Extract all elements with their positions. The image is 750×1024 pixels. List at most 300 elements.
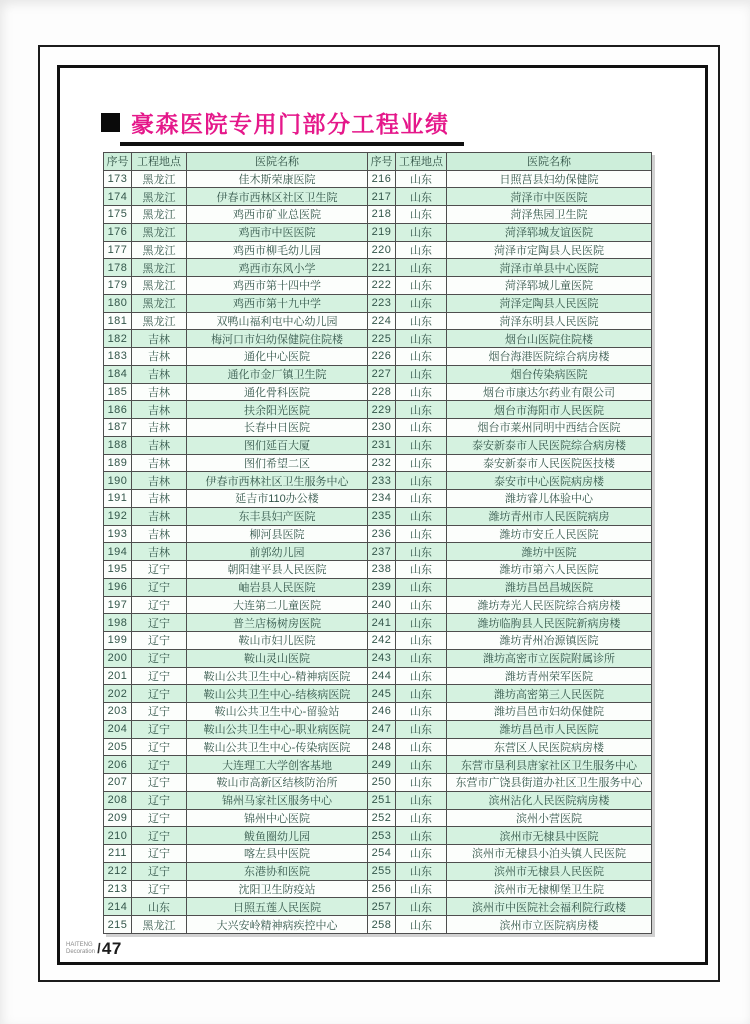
cell-project-location: 山东 — [396, 898, 447, 916]
cell-project-location: 吉林 — [132, 436, 187, 454]
cell-serial-number: 256 — [368, 880, 396, 898]
cell-hospital-name: 菏泽东明县人民医院 — [447, 312, 652, 330]
table-row — [104, 827, 652, 845]
cell-serial-number: 233 — [368, 472, 396, 490]
cell-project-location: 辽宁 — [132, 703, 187, 721]
table-row — [104, 667, 652, 685]
cell-project-location: 山东 — [396, 365, 447, 383]
inner-border-frame — [57, 65, 708, 965]
cell-serial-number: 235 — [368, 507, 396, 525]
cell-hospital-name: 伊春市西林社区卫生服务中心 — [187, 472, 368, 490]
cell-serial-number: 246 — [368, 703, 396, 721]
cell-serial-number: 254 — [368, 845, 396, 863]
cell-hospital-name: 鸡西市东风小学 — [187, 259, 368, 277]
cell-project-location: 辽宁 — [132, 809, 187, 827]
cell-serial-number: 185 — [104, 383, 132, 401]
cell-hospital-name: 佳木斯荣康医院 — [187, 170, 368, 188]
cell-project-location: 山东 — [396, 774, 447, 792]
table-row — [104, 277, 652, 295]
cell-hospital-name: 东营区人民医院病房楼 — [447, 738, 652, 756]
cell-hospital-name: 梅河口市妇幼保健院住院楼 — [187, 330, 368, 348]
table-row — [104, 774, 652, 792]
cell-project-location: 黑龙江 — [132, 241, 187, 259]
column-header: 医院名称 — [187, 153, 368, 171]
cell-serial-number: 207 — [104, 774, 132, 792]
cell-serial-number: 193 — [104, 525, 132, 543]
cell-serial-number: 190 — [104, 472, 132, 490]
cell-project-location: 山东 — [396, 685, 447, 703]
cell-hospital-name: 鸡西市第十四中学 — [187, 277, 368, 295]
page-title: 豪森医院专用门部分工程业绩 — [120, 106, 464, 146]
cell-project-location: 吉林 — [132, 507, 187, 525]
cell-project-location: 黑龙江 — [132, 294, 187, 312]
square-bullet-icon — [101, 113, 120, 132]
table-row — [104, 170, 652, 188]
cell-hospital-name: 潍坊睿儿体验中心 — [447, 490, 652, 508]
cell-hospital-name: 菏泽郓城儿童医院 — [447, 277, 652, 295]
cell-hospital-name: 鞍山公共卫生中心-职业病医院 — [187, 720, 368, 738]
cell-project-location: 辽宁 — [132, 845, 187, 863]
table-row — [104, 223, 652, 241]
cell-project-location: 辽宁 — [132, 667, 187, 685]
cell-serial-number: 221 — [368, 259, 396, 277]
cell-serial-number: 182 — [104, 330, 132, 348]
cell-serial-number: 225 — [368, 330, 396, 348]
cell-project-location: 吉林 — [132, 525, 187, 543]
cell-hospital-name: 滨州市无棣县人民医院 — [447, 862, 652, 880]
cell-project-location: 辽宁 — [132, 720, 187, 738]
column-header: 工程地点 — [396, 153, 447, 171]
cell-serial-number: 247 — [368, 720, 396, 738]
cell-project-location: 山东 — [396, 294, 447, 312]
cell-hospital-name: 鸡西市柳毛幼儿园 — [187, 241, 368, 259]
cell-hospital-name: 烟台山医院住院楼 — [447, 330, 652, 348]
table-row — [104, 365, 652, 383]
cell-serial-number: 218 — [368, 206, 396, 224]
cell-project-location: 辽宁 — [132, 880, 187, 898]
cell-hospital-name: 潍坊高密市立医院附属诊所 — [447, 649, 652, 667]
outer-border-frame — [38, 45, 720, 982]
cell-serial-number: 209 — [104, 809, 132, 827]
cell-serial-number: 202 — [104, 685, 132, 703]
cell-hospital-name: 伊春市西林区社区卫生院 — [187, 188, 368, 206]
cell-serial-number: 212 — [104, 862, 132, 880]
cell-project-location: 黑龙江 — [132, 277, 187, 295]
cell-project-location: 山东 — [396, 490, 447, 508]
cell-hospital-name: 沈阳卫生防疫站 — [187, 880, 368, 898]
cell-project-location: 吉林 — [132, 383, 187, 401]
cell-hospital-name: 鲅鱼圈幼儿园 — [187, 827, 368, 845]
cell-hospital-name: 鞍山灵山医院 — [187, 649, 368, 667]
cell-serial-number: 180 — [104, 294, 132, 312]
cell-serial-number: 219 — [368, 223, 396, 241]
cell-project-location: 山东 — [396, 756, 447, 774]
table-row — [104, 454, 652, 472]
cell-serial-number: 203 — [104, 703, 132, 721]
cell-serial-number: 196 — [104, 578, 132, 596]
cell-serial-number: 220 — [368, 241, 396, 259]
cell-serial-number: 183 — [104, 348, 132, 366]
cell-project-location: 吉林 — [132, 454, 187, 472]
cell-serial-number: 243 — [368, 649, 396, 667]
cell-hospital-name: 柳河县医院 — [187, 525, 368, 543]
cell-hospital-name: 潍坊昌邑市人民医院 — [447, 720, 652, 738]
cell-hospital-name: 潍坊昌邑市妇幼保健院 — [447, 703, 652, 721]
cell-project-location: 黑龙江 — [132, 223, 187, 241]
cell-project-location: 辽宁 — [132, 738, 187, 756]
cell-project-location: 辽宁 — [132, 632, 187, 650]
cell-serial-number: 181 — [104, 312, 132, 330]
cell-serial-number: 257 — [368, 898, 396, 916]
cell-hospital-name: 烟台传染病医院 — [447, 365, 652, 383]
table-row — [104, 241, 652, 259]
table-row — [104, 490, 652, 508]
table-row — [104, 703, 652, 721]
cell-hospital-name: 烟台市康达尔药业有限公司 — [447, 383, 652, 401]
table-row — [104, 330, 652, 348]
cell-hospital-name: 通化市金厂镇卫生院 — [187, 365, 368, 383]
cell-project-location: 辽宁 — [132, 614, 187, 632]
cell-project-location: 辽宁 — [132, 596, 187, 614]
cell-serial-number: 239 — [368, 578, 396, 596]
cell-serial-number: 230 — [368, 419, 396, 437]
table-row — [104, 845, 652, 863]
cell-project-location: 山东 — [396, 738, 447, 756]
cell-serial-number: 204 — [104, 720, 132, 738]
table-row — [104, 898, 652, 916]
cell-project-location: 吉林 — [132, 365, 187, 383]
cell-serial-number: 245 — [368, 685, 396, 703]
table-row — [104, 312, 652, 330]
table-row — [104, 525, 652, 543]
cell-project-location: 山东 — [396, 845, 447, 863]
cell-project-location: 辽宁 — [132, 756, 187, 774]
cell-hospital-name: 岫岩县人民医院 — [187, 578, 368, 596]
cell-project-location: 黑龙江 — [132, 206, 187, 224]
cell-serial-number: 238 — [368, 561, 396, 579]
cell-hospital-name: 滨州市无棣县小泊头镇人民医院 — [447, 845, 652, 863]
cell-project-location: 山东 — [132, 898, 187, 916]
cell-hospital-name: 鞍山公共卫生中心-留验站 — [187, 703, 368, 721]
cell-serial-number: 200 — [104, 649, 132, 667]
cell-hospital-name: 潍坊市安丘人民医院 — [447, 525, 652, 543]
cell-serial-number: 195 — [104, 561, 132, 579]
cell-project-location: 山东 — [396, 419, 447, 437]
cell-serial-number: 217 — [368, 188, 396, 206]
cell-serial-number: 228 — [368, 383, 396, 401]
cell-serial-number: 194 — [104, 543, 132, 561]
cell-serial-number: 224 — [368, 312, 396, 330]
cell-project-location: 山东 — [396, 525, 447, 543]
cell-hospital-name: 日照莒县妇幼保健院 — [447, 170, 652, 188]
cell-hospital-name: 潍坊中医院 — [447, 543, 652, 561]
footer-slash-icon: \ — [94, 940, 104, 956]
cell-serial-number: 244 — [368, 667, 396, 685]
table-row — [104, 614, 652, 632]
cell-serial-number: 198 — [104, 614, 132, 632]
cell-hospital-name: 朝阳建平县人民医院 — [187, 561, 368, 579]
cell-hospital-name: 泰安市中心医院病房楼 — [447, 472, 652, 490]
footer — [66, 940, 122, 956]
footer-brand-line1: HAITENG — [66, 942, 93, 948]
table-body — [104, 170, 652, 934]
cell-serial-number: 213 — [104, 880, 132, 898]
cell-hospital-name: 前郭幼儿园 — [187, 543, 368, 561]
cell-hospital-name: 滨州沾化人民医院病房楼 — [447, 791, 652, 809]
cell-hospital-name: 潍坊青州冶源镇医院 — [447, 632, 652, 650]
cell-serial-number: 229 — [368, 401, 396, 419]
cell-serial-number: 249 — [368, 756, 396, 774]
cell-serial-number: 252 — [368, 809, 396, 827]
cell-serial-number: 189 — [104, 454, 132, 472]
cell-serial-number: 188 — [104, 436, 132, 454]
table-row — [104, 401, 652, 419]
cell-serial-number: 186 — [104, 401, 132, 419]
cell-serial-number: 215 — [104, 916, 132, 934]
cell-hospital-name: 鸡西市矿业总医院 — [187, 206, 368, 224]
cell-serial-number: 210 — [104, 827, 132, 845]
cell-serial-number: 258 — [368, 916, 396, 934]
cell-hospital-name: 菏泽焦园卫生院 — [447, 206, 652, 224]
cell-serial-number: 173 — [104, 170, 132, 188]
cell-hospital-name: 潍坊寿光人民医院综合病房楼 — [447, 596, 652, 614]
cell-serial-number: 248 — [368, 738, 396, 756]
cell-project-location: 吉林 — [132, 472, 187, 490]
cell-project-location: 山东 — [396, 330, 447, 348]
cell-hospital-name: 鸡西市中医医院 — [187, 223, 368, 241]
cell-hospital-name: 潍坊青州市人民医院病房 — [447, 507, 652, 525]
cell-hospital-name: 大兴安岭精神病疾控中心 — [187, 916, 368, 934]
table-row — [104, 436, 652, 454]
cell-hospital-name: 潍坊高密第三人民医院 — [447, 685, 652, 703]
cell-hospital-name: 潍坊青州荣军医院 — [447, 667, 652, 685]
table-row — [104, 383, 652, 401]
cell-project-location: 山东 — [396, 454, 447, 472]
cell-project-location: 山东 — [396, 241, 447, 259]
cell-serial-number: 199 — [104, 632, 132, 650]
table-row — [104, 578, 652, 596]
table-row — [104, 419, 652, 437]
table-row — [104, 561, 652, 579]
cell-project-location: 辽宁 — [132, 649, 187, 667]
cell-serial-number: 242 — [368, 632, 396, 650]
cell-serial-number: 179 — [104, 277, 132, 295]
table-row — [104, 809, 652, 827]
cell-hospital-name: 延吉市110办公楼 — [187, 490, 368, 508]
cell-project-location: 黑龙江 — [132, 170, 187, 188]
cell-hospital-name: 双鸭山福利屯中心幼儿园 — [187, 312, 368, 330]
page-number: 47 — [101, 939, 122, 958]
cell-project-location: 山东 — [396, 543, 447, 561]
cell-serial-number: 237 — [368, 543, 396, 561]
column-header: 医院名称 — [447, 153, 652, 171]
cell-project-location: 山东 — [396, 916, 447, 934]
cell-hospital-name: 日照五莲人民医院 — [187, 898, 368, 916]
table-row — [104, 649, 652, 667]
column-header: 工程地点 — [132, 153, 187, 171]
cell-hospital-name: 鞍山公共卫生中心-精神病医院 — [187, 667, 368, 685]
table-row — [104, 720, 652, 738]
cell-project-location: 山东 — [396, 206, 447, 224]
cell-project-location: 山东 — [396, 614, 447, 632]
cell-project-location: 辽宁 — [132, 862, 187, 880]
cell-project-location: 吉林 — [132, 401, 187, 419]
cell-project-location: 辽宁 — [132, 685, 187, 703]
table-row — [104, 188, 652, 206]
cell-serial-number: 201 — [104, 667, 132, 685]
cell-hospital-name: 鞍山公共卫生中心-结核病医院 — [187, 685, 368, 703]
cell-hospital-name: 东港协和医院 — [187, 862, 368, 880]
cell-project-location: 山东 — [396, 472, 447, 490]
cell-project-location: 辽宁 — [132, 578, 187, 596]
cell-serial-number: 187 — [104, 419, 132, 437]
cell-serial-number: 184 — [104, 365, 132, 383]
cell-hospital-name: 大连第二儿童医院 — [187, 596, 368, 614]
cell-hospital-name: 东营市垦利县唐家社区卫生服务中心 — [447, 756, 652, 774]
table-row — [104, 348, 652, 366]
cell-serial-number: 176 — [104, 223, 132, 241]
cell-serial-number: 223 — [368, 294, 396, 312]
cell-project-location: 山东 — [396, 596, 447, 614]
cell-project-location: 山东 — [396, 649, 447, 667]
table-row — [104, 259, 652, 277]
cell-hospital-name: 滨州市立医院病房楼 — [447, 916, 652, 934]
cell-project-location: 山东 — [396, 862, 447, 880]
cell-project-location: 山东 — [396, 720, 447, 738]
cell-serial-number: 240 — [368, 596, 396, 614]
cell-hospital-name: 喀左县中医院 — [187, 845, 368, 863]
cell-project-location: 黑龙江 — [132, 312, 187, 330]
cell-serial-number: 236 — [368, 525, 396, 543]
cell-project-location: 辽宁 — [132, 791, 187, 809]
cell-project-location: 山东 — [396, 170, 447, 188]
cell-serial-number: 206 — [104, 756, 132, 774]
cell-hospital-name: 通化中心医院 — [187, 348, 368, 366]
table-row — [104, 632, 652, 650]
cell-hospital-name: 滨州市无棣柳堡卫生院 — [447, 880, 652, 898]
cell-project-location: 山东 — [396, 277, 447, 295]
cell-project-location: 吉林 — [132, 543, 187, 561]
cell-project-location: 吉林 — [132, 419, 187, 437]
cell-serial-number: 175 — [104, 206, 132, 224]
column-header: 序号 — [104, 153, 132, 171]
cell-hospital-name: 菏泽定陶县人民医院 — [447, 294, 652, 312]
cell-hospital-name: 锦州中心医院 — [187, 809, 368, 827]
cell-serial-number: 197 — [104, 596, 132, 614]
cell-hospital-name: 通化骨科医院 — [187, 383, 368, 401]
cell-project-location: 山东 — [396, 312, 447, 330]
cell-hospital-name: 扶余阳光医院 — [187, 401, 368, 419]
table-row — [104, 916, 652, 934]
cell-serial-number: 231 — [368, 436, 396, 454]
cell-serial-number: 174 — [104, 188, 132, 206]
cell-hospital-name: 潍坊市第六人民医院 — [447, 561, 652, 579]
cell-serial-number: 205 — [104, 738, 132, 756]
table-row — [104, 206, 652, 224]
cell-serial-number: 222 — [368, 277, 396, 295]
cell-project-location: 辽宁 — [132, 561, 187, 579]
cell-serial-number: 226 — [368, 348, 396, 366]
cell-hospital-name: 菏泽市定陶县人民医院 — [447, 241, 652, 259]
footer-brand-line2: Decoration — [66, 949, 96, 955]
cell-hospital-name: 烟台市莱州同明中西结合医院 — [447, 419, 652, 437]
table-row — [104, 738, 652, 756]
cell-project-location: 辽宁 — [132, 827, 187, 845]
cell-hospital-name: 鞍山市妇儿医院 — [187, 632, 368, 650]
cell-hospital-name: 菏泽市中医医院 — [447, 188, 652, 206]
cell-project-location: 山东 — [396, 348, 447, 366]
table-row — [104, 596, 652, 614]
cell-project-location: 山东 — [396, 791, 447, 809]
cell-serial-number: 255 — [368, 862, 396, 880]
cell-project-location: 山东 — [396, 703, 447, 721]
footer-brand — [66, 942, 95, 956]
cell-hospital-name: 大连理工大学创客基地 — [187, 756, 368, 774]
cell-project-location: 山东 — [396, 401, 447, 419]
cell-hospital-name: 菏泽市单县中心医院 — [447, 259, 652, 277]
cell-serial-number: 191 — [104, 490, 132, 508]
cell-hospital-name: 鸡西市第十九中学 — [187, 294, 368, 312]
cell-serial-number: 214 — [104, 898, 132, 916]
cell-project-location: 山东 — [396, 880, 447, 898]
cell-project-location: 黑龙江 — [132, 916, 187, 934]
cell-hospital-name: 滨州小营医院 — [447, 809, 652, 827]
cell-project-location: 黑龙江 — [132, 259, 187, 277]
cell-hospital-name: 泰安新泰市人民医院医技楼 — [447, 454, 652, 472]
cell-hospital-name: 长春中日医院 — [187, 419, 368, 437]
cell-serial-number: 232 — [368, 454, 396, 472]
cell-serial-number: 251 — [368, 791, 396, 809]
cell-hospital-name: 东丰县妇产医院 — [187, 507, 368, 525]
cell-serial-number: 208 — [104, 791, 132, 809]
cell-project-location: 山东 — [396, 827, 447, 845]
cell-project-location: 山东 — [396, 188, 447, 206]
title-block — [101, 106, 464, 146]
cell-project-location: 山东 — [396, 809, 447, 827]
cell-serial-number: 241 — [368, 614, 396, 632]
table-row — [104, 294, 652, 312]
cell-serial-number: 250 — [368, 774, 396, 792]
cell-hospital-name: 烟台市海阳市人民医院 — [447, 401, 652, 419]
cell-hospital-name: 普兰店杨树房医院 — [187, 614, 368, 632]
table-row — [104, 756, 652, 774]
cell-serial-number: 178 — [104, 259, 132, 277]
cell-hospital-name: 鞍山公共卫生中心-传染病医院 — [187, 738, 368, 756]
cell-project-location: 山东 — [396, 561, 447, 579]
cell-project-location: 山东 — [396, 436, 447, 454]
cell-project-location: 辽宁 — [132, 774, 187, 792]
cell-serial-number: 234 — [368, 490, 396, 508]
projects-table — [103, 152, 652, 934]
cell-project-location: 黑龙江 — [132, 188, 187, 206]
cell-serial-number: 192 — [104, 507, 132, 525]
table-row — [104, 685, 652, 703]
cell-hospital-name: 锦州马家社区服务中心 — [187, 791, 368, 809]
cell-serial-number: 227 — [368, 365, 396, 383]
cell-project-location: 山东 — [396, 223, 447, 241]
table-row — [104, 862, 652, 880]
cell-project-location: 山东 — [396, 259, 447, 277]
cell-hospital-name: 滨州市中医院社会福利院行政楼 — [447, 898, 652, 916]
cell-project-location: 山东 — [396, 507, 447, 525]
cell-project-location: 山东 — [396, 578, 447, 596]
cell-project-location: 吉林 — [132, 348, 187, 366]
cell-hospital-name: 烟台海港医院综合病房楼 — [447, 348, 652, 366]
cell-hospital-name: 图们希望二区 — [187, 454, 368, 472]
cell-project-location: 吉林 — [132, 490, 187, 508]
table-row — [104, 543, 652, 561]
cell-hospital-name: 滨州市无棣县中医院 — [447, 827, 652, 845]
